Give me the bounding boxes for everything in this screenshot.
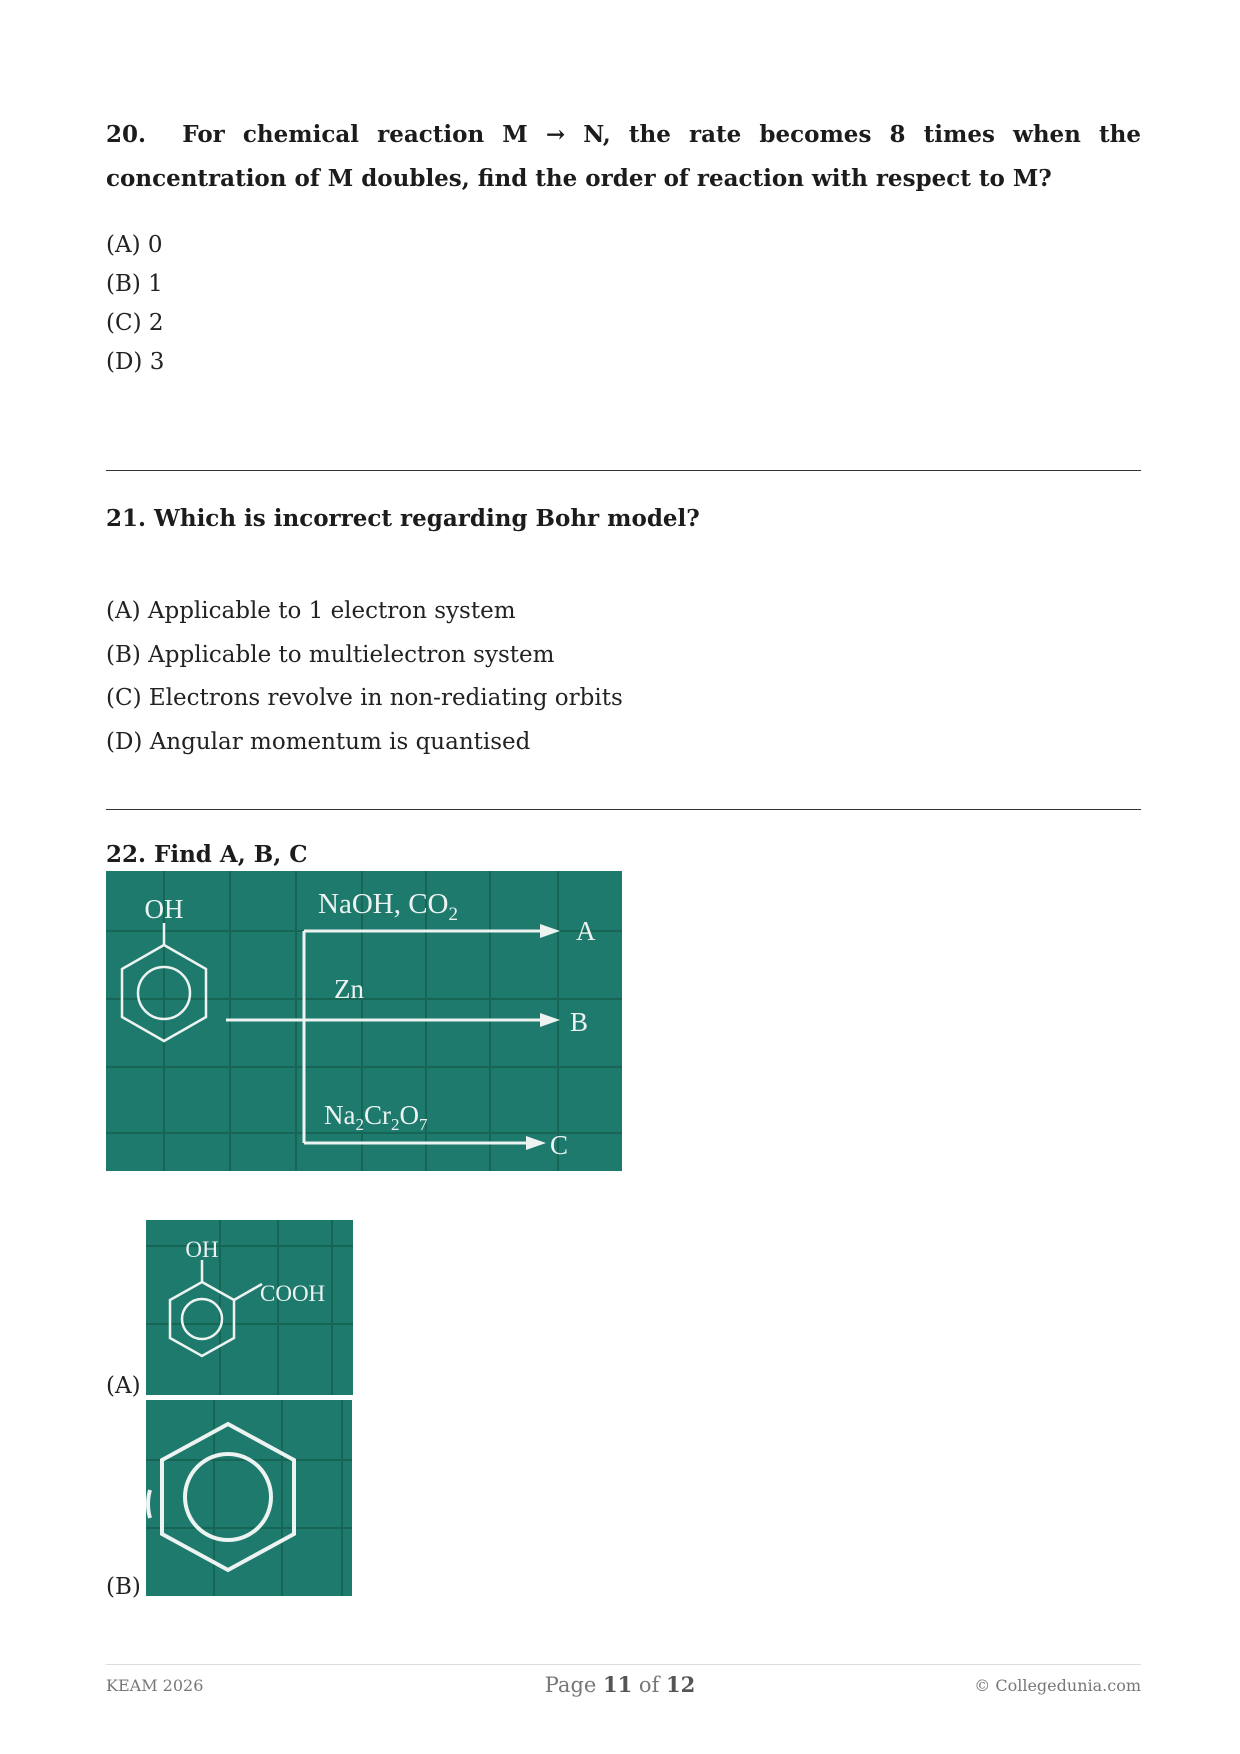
phenol-oh-label: OH: [144, 894, 184, 924]
page-number: Page 11 of 12: [544, 1672, 696, 1697]
cooh-label: COOH: [260, 1281, 326, 1306]
question-21-text: 21. Which is incorrect regarding Bohr model?: [106, 505, 700, 532]
reagent-b-label: Zn: [334, 974, 364, 1004]
chalkboard-background: [146, 1400, 352, 1596]
question-20-option-a: (A) 0: [106, 232, 163, 258]
footer-copyright: © Collegedunia.com: [974, 1676, 1141, 1695]
question-20-option-c: (C) 2: [106, 310, 164, 336]
reagent-c-label: $Na_2Cr_2O_7$: [324, 1100, 428, 1134]
question-divider: [106, 809, 1141, 810]
question-20-text: 20. For chemical reaction M → N, the rate becomes 8 times when the concentration of M doubles, find the order of reaction with respect to M?: [106, 121, 1141, 192]
footer-exam-name: KEAM 2026: [106, 1676, 204, 1695]
oh-label: OH: [185, 1237, 219, 1262]
question-22-text: 22. Find A, B, C: [106, 841, 308, 868]
product-a-label: A: [576, 916, 596, 946]
question-21-option-a: (A) Applicable to 1 electron system: [106, 598, 516, 624]
reagent-a-label: NaOH, $CO_2$: [318, 888, 458, 925]
question-22-option-a-label: (A): [106, 1373, 141, 1399]
partial-ring-edge: [148, 1490, 150, 1518]
question-20-option-d: (D) 3: [106, 349, 165, 375]
benzene-image: [146, 1400, 352, 1596]
salicylic-acid-image: [146, 1220, 353, 1395]
question-21-option-c: (C) Electrons revolve in non-rediating orbits: [106, 685, 623, 711]
question-21-option-b: (B) Applicable to multielectron system: [106, 642, 555, 668]
question-divider: [106, 470, 1141, 471]
product-b-label: B: [570, 1007, 589, 1037]
footer-divider: [106, 1664, 1141, 1665]
question-20-option-b: (B) 1: [106, 271, 163, 297]
reaction-scheme-image: [106, 871, 622, 1171]
question-22-option-b-label: (B): [106, 1574, 141, 1600]
question-21-option-d: (D) Angular momentum is quantised: [106, 729, 531, 755]
product-c-label: C: [550, 1130, 569, 1160]
